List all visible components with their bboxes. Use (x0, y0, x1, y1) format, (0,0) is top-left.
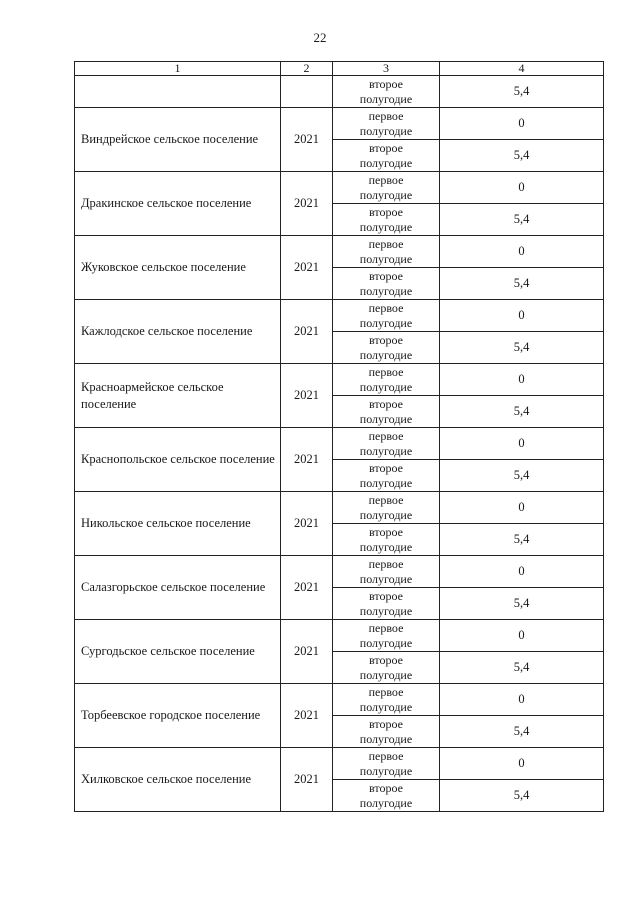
period-label: первое (368, 237, 404, 251)
period-cell (333, 620, 440, 652)
period-cell (333, 428, 440, 460)
period-label: второе (369, 653, 403, 667)
period-cell (333, 588, 440, 620)
value-cell: 0 (440, 236, 604, 268)
period-cell (333, 492, 440, 524)
period-cell (333, 140, 440, 172)
settlement-name: Виндрейское сельское поселение (75, 108, 281, 172)
column-header: 1 (75, 62, 281, 76)
settlement-name: Краснопольское сельское поселение (75, 428, 281, 492)
period-cell (333, 172, 440, 204)
settlement-name: Сургодьское сельское поселение (75, 620, 281, 684)
period-label: полугодие (359, 731, 413, 746)
period-label: первое (368, 109, 404, 123)
period-cell (333, 108, 440, 140)
table-row (75, 748, 604, 780)
table-header-row (75, 62, 604, 76)
period-cell (333, 300, 440, 332)
value-cell: 0 (440, 556, 604, 588)
period-cell (333, 76, 440, 108)
period-cell (333, 652, 440, 684)
year-cell: 2021 (281, 428, 333, 492)
period-label: полугодие (359, 411, 413, 426)
period-label: полугодие (359, 283, 413, 298)
period-label: полугодие (359, 635, 413, 650)
period-cell (333, 236, 440, 268)
value-cell: 5,4 (440, 204, 604, 236)
value-cell: 5,4 (440, 268, 604, 300)
page-number: 22 (313, 30, 327, 45)
table-row (75, 428, 604, 460)
period-cell (333, 332, 440, 364)
period-label: полугодие (359, 539, 413, 554)
period-label: полугодие (359, 763, 413, 778)
value-cell: 0 (440, 364, 604, 396)
period-cell (333, 364, 440, 396)
settlement-name: Дракинское сельское поселение (75, 172, 281, 236)
year-cell: 2021 (281, 684, 333, 748)
period-label: второе (369, 77, 403, 91)
table-row (75, 492, 604, 524)
period-label: полугодие (359, 219, 413, 234)
value-cell: 0 (440, 492, 604, 524)
period-label: второе (369, 205, 403, 219)
period-label: полугодие (359, 603, 413, 618)
value-cell: 0 (440, 108, 604, 140)
period-label: первое (368, 621, 404, 635)
value-cell: 5,4 (440, 140, 604, 172)
name-cell (75, 76, 281, 108)
value-cell: 0 (440, 300, 604, 332)
period-cell (333, 268, 440, 300)
year-cell: 2021 (281, 300, 333, 364)
table-row (75, 364, 604, 396)
period-label: полугодие (359, 347, 413, 362)
year-cell: 2021 (281, 620, 333, 684)
period-label: первое (368, 429, 404, 443)
value-cell: 0 (440, 428, 604, 460)
value-cell: 5,4 (440, 588, 604, 620)
period-label: второе (369, 461, 403, 475)
period-label: полугодие (359, 507, 413, 522)
period-label: второе (369, 717, 403, 731)
value-cell: 0 (440, 172, 604, 204)
period-label: первое (368, 301, 404, 315)
table-row (75, 172, 604, 204)
year-cell: 2021 (281, 108, 333, 172)
period-cell (333, 748, 440, 780)
table-row (75, 684, 604, 716)
table-row (75, 620, 604, 652)
column-header: 2 (281, 62, 333, 76)
value-cell: 0 (440, 620, 604, 652)
period-label: второе (369, 269, 403, 283)
period-label: второе (369, 397, 403, 411)
period-cell (333, 556, 440, 588)
settlement-name: Жуковское сельское поселение (75, 236, 281, 300)
table-body (75, 62, 604, 812)
table-row (75, 236, 604, 268)
year-cell: 2021 (281, 492, 333, 556)
period-label: полугодие (359, 443, 413, 458)
value-cell: 0 (440, 748, 604, 780)
period-label: полугодие (359, 315, 413, 330)
settlement-name: Хилковское сельское поселение (75, 748, 281, 812)
year-cell: 2021 (281, 556, 333, 620)
period-cell (333, 524, 440, 556)
value-cell: 5,4 (440, 780, 604, 812)
period-label: полугодие (359, 379, 413, 394)
value-cell: 0 (440, 684, 604, 716)
period-label: полугодие (359, 475, 413, 490)
period-label: первое (368, 557, 404, 571)
period-cell (333, 716, 440, 748)
period-label: полугодие (359, 571, 413, 586)
settlement-name: Салазгорьское сельское поселение (75, 556, 281, 620)
table-row (75, 556, 604, 588)
value-cell: 5,4 (440, 716, 604, 748)
period-label: полугодие (359, 123, 413, 138)
year-cell: 2021 (281, 748, 333, 812)
period-label: второе (369, 525, 403, 539)
period-label: полугодие (359, 699, 413, 714)
column-header: 4 (440, 62, 604, 76)
settlement-name: Красноармейское сельское поселение (75, 364, 281, 428)
value-cell: 5,4 (440, 524, 604, 556)
period-label: первое (368, 749, 404, 763)
settlement-name: Никольское сельское поселение (75, 492, 281, 556)
value-cell: 5,4 (440, 460, 604, 492)
period-label: полугодие (359, 795, 413, 810)
period-cell (333, 204, 440, 236)
settlement-name: Кажлодское сельское поселение (75, 300, 281, 364)
period-label: полугодие (359, 91, 413, 106)
value-cell: 5,4 (440, 652, 604, 684)
period-label: второе (369, 141, 403, 155)
period-label: полугодие (359, 667, 413, 682)
period-label: второе (369, 589, 403, 603)
value-cell: 5,4 (440, 76, 604, 108)
period-cell (333, 684, 440, 716)
period-label: полугодие (359, 187, 413, 202)
table-row (75, 108, 604, 140)
period-label: первое (368, 365, 404, 379)
table-row (75, 300, 604, 332)
settlement-name: Торбеевское городское поселение (75, 684, 281, 748)
year-cell: 2021 (281, 236, 333, 300)
period-label: полугодие (359, 155, 413, 170)
year-cell: 2021 (281, 364, 333, 428)
period-cell (333, 780, 440, 812)
period-label: полугодие (359, 251, 413, 266)
data-table (74, 61, 604, 812)
period-label: первое (368, 685, 404, 699)
period-cell (333, 460, 440, 492)
period-label: второе (369, 781, 403, 795)
year-cell: 2021 (281, 172, 333, 236)
table-row (75, 76, 604, 108)
value-cell: 5,4 (440, 332, 604, 364)
value-cell: 5,4 (440, 396, 604, 428)
column-header: 3 (333, 62, 440, 76)
period-label: первое (368, 173, 404, 187)
period-label: первое (368, 493, 404, 507)
period-cell (333, 396, 440, 428)
period-label: второе (369, 333, 403, 347)
year-cell (281, 76, 333, 108)
